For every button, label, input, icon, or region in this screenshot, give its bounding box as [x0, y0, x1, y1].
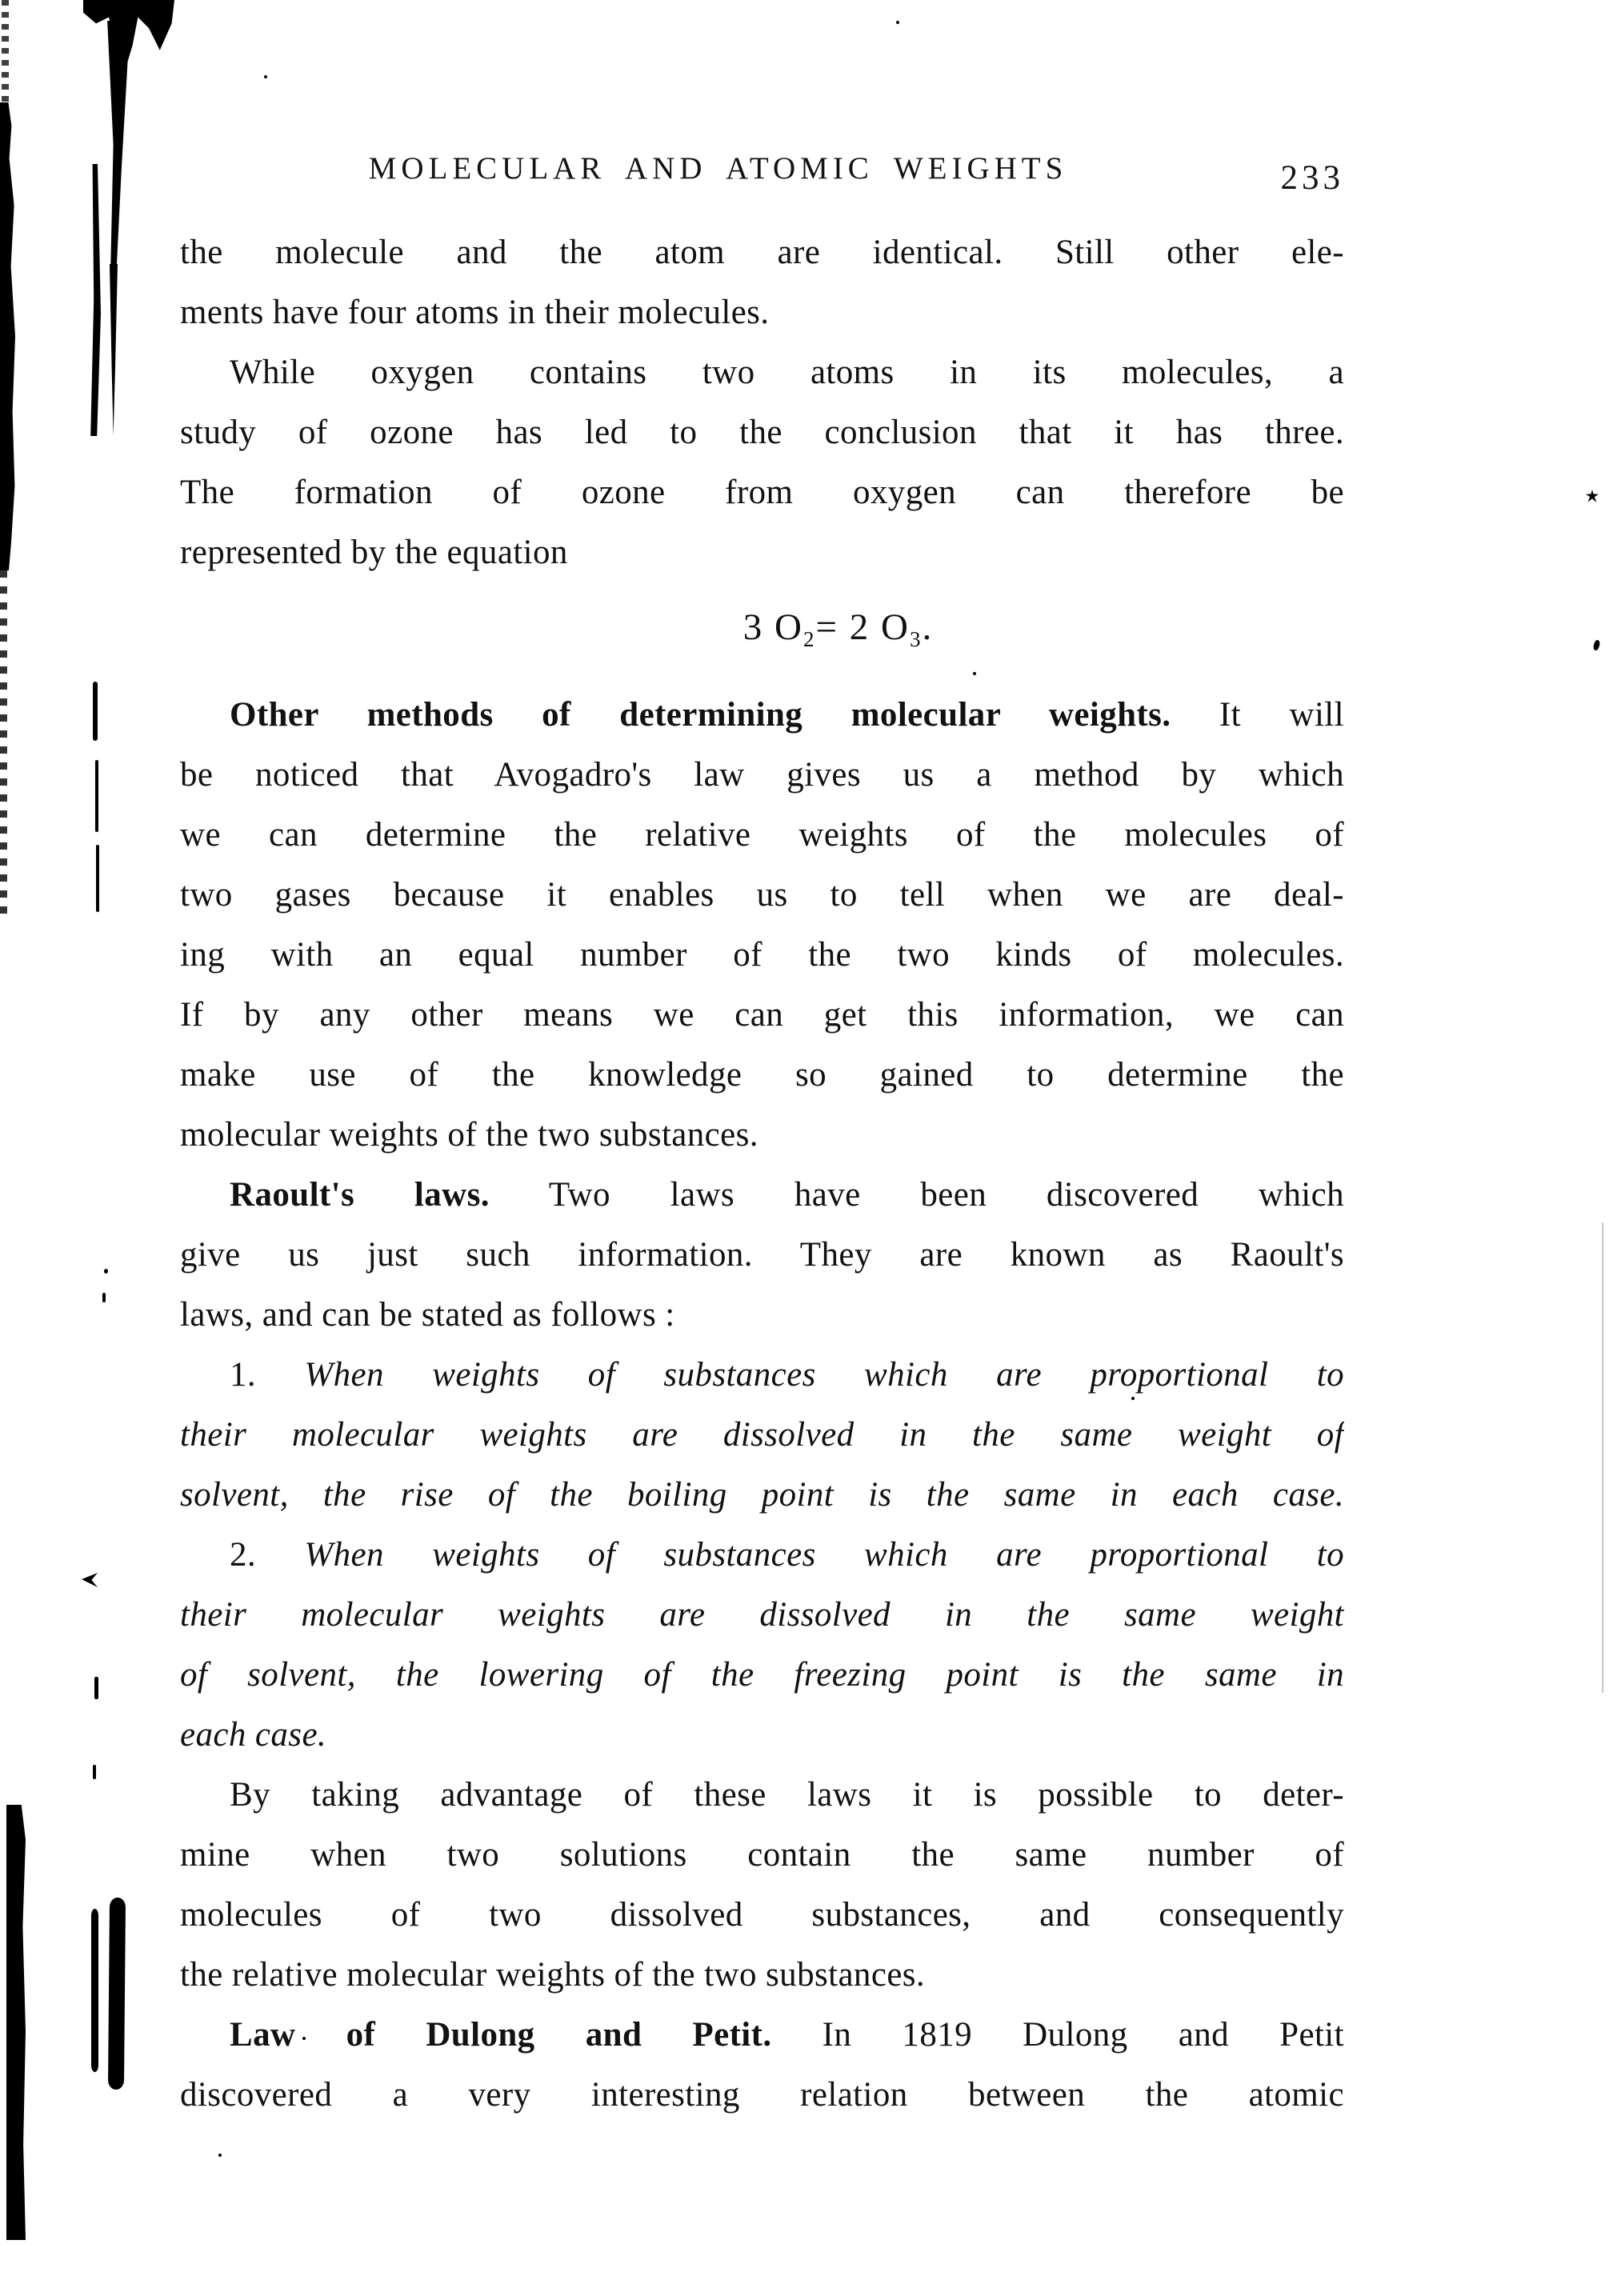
- text-segment: Two laws have been discovered which: [489, 1176, 1344, 1214]
- text-segment: the molecule and the atom are identical. Still other ele-: [180, 234, 1344, 271]
- text-segment: molecular weights of the two substances.: [180, 1116, 758, 1154]
- scan-margin-speck: [102, 1293, 106, 1302]
- text-segment: two gases because it enables us to tell when we are deal-: [180, 876, 1344, 914]
- text-segment: solvent, the rise of the boiling point is the same in each case.: [180, 1476, 1344, 1514]
- text-segment: represented by the equation: [180, 534, 568, 571]
- text-segment: each case.: [180, 1716, 327, 1754]
- text-segment: When weights of substances which are proportional to: [304, 1356, 1344, 1394]
- text-segment: study of ozone has led to the conclusion that it has three.: [180, 414, 1344, 451]
- text-line: [180, 1825, 1344, 1885]
- text-segment: The formation of ozone from oxygen can therefore be: [180, 474, 1344, 511]
- text-segment: we can determine the relative weights of the molecules of: [180, 816, 1344, 854]
- text-segment: Raoult's laws.: [230, 1176, 490, 1214]
- scan-left-edge-specks: [0, 570, 7, 914]
- text-segment: their molecular weights are dissolved in the same weight of: [180, 1416, 1344, 1454]
- scan-margin-tick: [94, 1677, 98, 1699]
- text-line: [180, 1705, 1344, 1765]
- text-segment: = 2 O: [815, 606, 910, 648]
- scan-left-edge-bar: [6, 1805, 26, 2240]
- scan-binding-streak: [102, 21, 130, 269]
- text-line: [180, 522, 1344, 582]
- text-line: [180, 685, 1344, 745]
- scan-dot-speck: [264, 75, 267, 78]
- scan-margin-tick: [93, 1765, 96, 1779]
- text-segment: It will: [1171, 696, 1344, 734]
- text-segment: While oxygen contains two atoms in its molecules, a: [230, 354, 1344, 391]
- text-segment: When weights of substances which are proportional to: [304, 1536, 1344, 1574]
- text-line: [180, 1045, 1344, 1105]
- text-line: [180, 1345, 1344, 1405]
- text-segment: If by any other means we can get this information, we can: [180, 996, 1344, 1034]
- scan-corner-blotch: [83, 0, 174, 78]
- text-segment: discovered a very interesting relation between the atomic: [180, 2076, 1344, 2114]
- text-segment: give us just such information. They are known as Raoult's: [180, 1236, 1344, 1274]
- text-line: [180, 1885, 1344, 1945]
- text-line: [180, 1285, 1344, 1345]
- text-segment: make use of the knowledge so gained to determine the: [180, 1056, 1344, 1094]
- subscript: 2: [803, 626, 816, 651]
- scan-margin-tick: [95, 760, 98, 832]
- subscript: 3: [909, 626, 923, 651]
- scan-margin-tick: [96, 845, 99, 912]
- scan-margin-arrow-speck: [82, 1573, 98, 1587]
- scan-margin-tick: [93, 682, 98, 741]
- text-segment: laws, and can be stated as follows :: [180, 1296, 675, 1334]
- scan-double-stroke: [91, 1909, 98, 2072]
- text-line: [180, 402, 1344, 462]
- page-title: MOLECULAR AND ATOMIC WEIGHTS: [368, 151, 1068, 186]
- text-segment: 2.: [230, 1536, 305, 1574]
- text-line: [180, 2065, 1344, 2125]
- scan-left-edge-specks: [2, 0, 9, 102]
- text-segment: 1.: [230, 1356, 305, 1394]
- text-line: [180, 1225, 1344, 1285]
- text-line: [180, 1645, 1344, 1705]
- text-line: [180, 925, 1344, 985]
- text-segment: .: [922, 606, 934, 648]
- text-line: [180, 1465, 1344, 1525]
- scan-double-stroke: [108, 1898, 126, 2090]
- text-segment: be noticed that Avogadro's law gives us a method by which: [180, 756, 1344, 794]
- running-header: [180, 150, 1344, 206]
- text-segment: Other methods of determining molecular weights.: [230, 696, 1171, 734]
- text-line: [180, 805, 1344, 865]
- scan-right-hairline: [1602, 1222, 1603, 1693]
- scan-dot-speck: [896, 21, 899, 24]
- text-line: [180, 1945, 1344, 2005]
- page-text: [180, 222, 1344, 2125]
- scan-binding-streak: [88, 164, 101, 436]
- text-segment: ing with an equal number of the two kinds of molecules.: [180, 936, 1344, 974]
- text-line: [180, 1765, 1344, 1825]
- text-segment: the relative molecular weights of the two substances.: [180, 1956, 926, 1994]
- scan-left-edge-band: [0, 102, 16, 570]
- text-segment: Law of Dulong and Petit.: [230, 2016, 772, 2054]
- page-number: 233: [1280, 159, 1344, 197]
- text-segment: their molecular weights are dissolved in the same weight: [180, 1596, 1344, 1634]
- scan-binding-streak: [106, 264, 122, 436]
- text-line: [180, 985, 1344, 1045]
- text-line: [180, 1165, 1344, 1225]
- text-line: [180, 222, 1344, 282]
- text-segment: In 1819 Dulong and Petit: [771, 2016, 1344, 2054]
- scan-dot-speck: [218, 2154, 222, 2157]
- text-line: [180, 745, 1344, 805]
- text-line: [180, 2005, 1344, 2065]
- text-segment: molecules of two dissolved substances, and consequently: [180, 1896, 1344, 1934]
- text-line: [180, 1585, 1344, 1645]
- text-segment: ments have four atoms in their molecules.: [180, 294, 770, 331]
- text-line: [180, 865, 1344, 925]
- text-line: [180, 342, 1344, 402]
- text-line: [180, 1105, 1344, 1165]
- scan-margin-speck: [104, 1269, 108, 1274]
- text-line: [180, 282, 1344, 342]
- text-line: [180, 1525, 1344, 1585]
- text-line: [180, 1405, 1344, 1465]
- text-segment: of solvent, the lowering of the freezing point is the same in: [180, 1656, 1344, 1694]
- text-segment: By taking advantage of these laws it is possible to deter-: [230, 1776, 1344, 1814]
- text-segment: 3 O: [742, 606, 803, 648]
- text-segment: mine when two solutions contain the same number of: [180, 1836, 1344, 1874]
- chemical-equation: [256, 594, 1420, 661]
- scan-apostrophe-speck: [1593, 639, 1601, 650]
- text-line: [180, 462, 1344, 522]
- scan-asterisk-speck: [1586, 490, 1599, 502]
